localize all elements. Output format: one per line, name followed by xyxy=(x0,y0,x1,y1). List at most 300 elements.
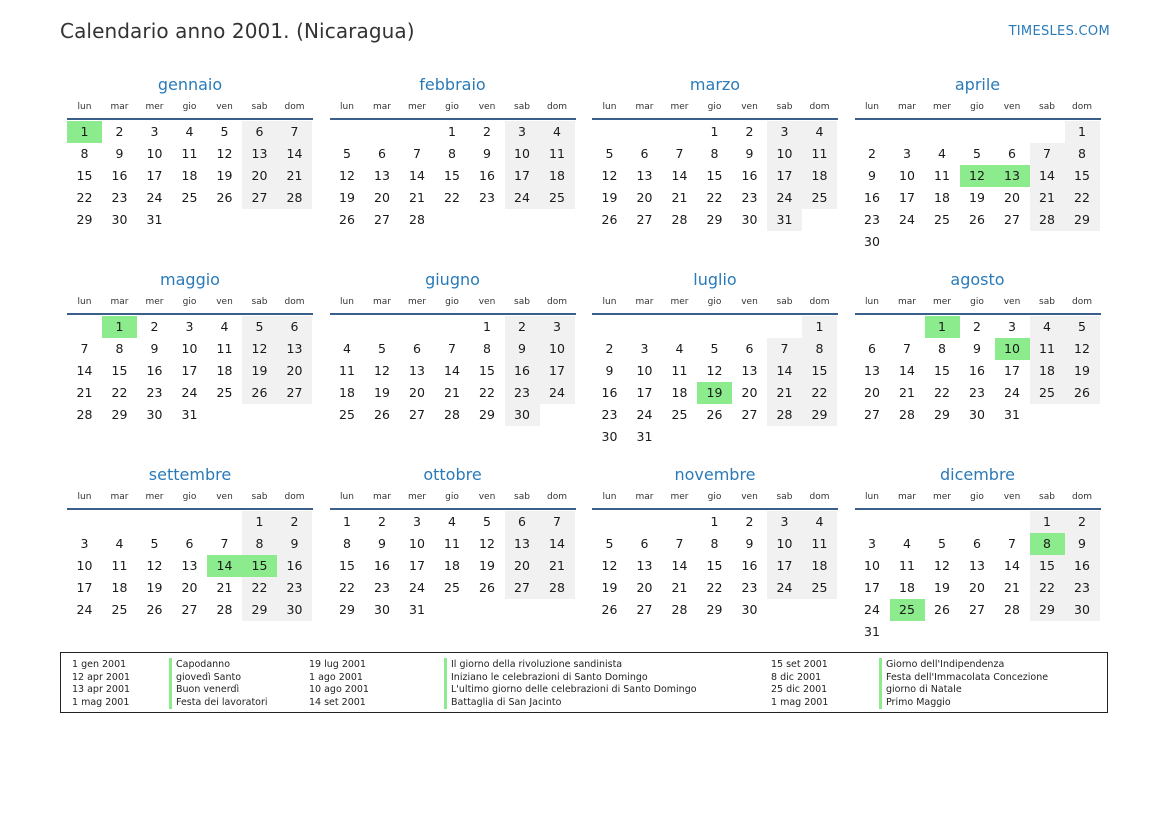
month-giugno xyxy=(330,269,576,464)
weekday-label: mar xyxy=(110,102,129,112)
day-cell: 6 xyxy=(868,341,876,356)
day-cell: 14 xyxy=(409,168,425,183)
legend-date: 10 ago 2001 xyxy=(309,684,369,696)
weekday-label: lun xyxy=(602,102,617,112)
day-cell: 13 xyxy=(409,363,425,378)
day-grid xyxy=(67,511,313,621)
legend-date: 13 apr 2001 xyxy=(72,684,131,696)
day-cell: 21 xyxy=(444,385,460,400)
weekday-label: gio xyxy=(182,297,197,307)
day-cell: 13 xyxy=(505,533,540,555)
legend-date: 1 gen 2001 xyxy=(72,659,127,670)
day-cell: 22 xyxy=(444,190,460,205)
day-cell: 5 xyxy=(710,341,719,356)
day-cell: 18 xyxy=(934,190,950,205)
day-cell: 28 xyxy=(540,577,575,599)
day-cell: 17 xyxy=(767,165,802,187)
day-cell: 20 xyxy=(409,385,425,400)
day-cell: 30 xyxy=(969,407,985,422)
day-grid xyxy=(67,316,313,426)
month-ottobre xyxy=(330,464,576,659)
weekday-label: mar xyxy=(635,297,654,307)
day-cell: 28 xyxy=(444,407,460,422)
weekday-label: sab xyxy=(251,102,268,112)
day-cell: 17 xyxy=(899,190,915,205)
weekday-label: lun xyxy=(340,102,354,112)
day-cell: 3 xyxy=(767,121,802,143)
day-cell: 15 xyxy=(339,558,355,573)
weekday-label: gio xyxy=(707,102,722,112)
weekday-label: gio xyxy=(182,102,197,112)
day-cell: 5 xyxy=(343,146,351,161)
weekday-label: mer xyxy=(407,492,426,502)
day-cell: 15 xyxy=(706,558,723,573)
day-grid xyxy=(592,316,838,448)
day-cell: 25 xyxy=(802,187,837,209)
weekday-label: mer xyxy=(145,492,164,502)
day-cell: 2 xyxy=(745,124,754,139)
day-cell: 8 xyxy=(115,341,124,356)
weekday-label: gio xyxy=(445,492,459,502)
day-cell: 3 xyxy=(1008,319,1016,334)
month-dicembre xyxy=(855,464,1101,659)
day-cell: 25 xyxy=(802,577,837,599)
day-cell: 13 xyxy=(277,338,312,360)
day-cell: 23 xyxy=(479,190,495,205)
day-cell: 12 xyxy=(242,338,277,360)
weekday-label: sab xyxy=(251,492,268,502)
day-cell: 20 xyxy=(505,555,540,577)
weekday-label: dom xyxy=(809,492,830,502)
weekday-header xyxy=(592,96,838,120)
day-cell: 19 xyxy=(216,168,233,183)
legend-date: 14 set 2001 xyxy=(309,697,366,709)
weekday-label: mer xyxy=(932,492,951,502)
day-cell: 1 xyxy=(343,514,351,529)
weekday-label: sab xyxy=(776,492,793,502)
day-cell: 16 xyxy=(969,363,985,378)
day-cell: 4 xyxy=(343,341,351,356)
day-cell: 21 xyxy=(767,382,802,404)
day-cell: 2 xyxy=(973,319,981,334)
day-cell: 28 xyxy=(671,602,688,617)
day-cell: 16 xyxy=(111,168,128,183)
holiday-day-cell: 10 xyxy=(995,338,1030,360)
day-cell: 16 xyxy=(1065,555,1100,577)
month-title: agosto xyxy=(950,270,1005,289)
holiday-day-cell: 19 xyxy=(697,382,732,404)
day-cell: 8 xyxy=(710,536,719,551)
day-cell: 29 xyxy=(111,407,128,422)
day-cell: 5 xyxy=(220,124,229,139)
weekday-label: mar xyxy=(898,297,916,307)
day-cell: 21 xyxy=(216,580,233,595)
day-cell: 9 xyxy=(745,536,754,551)
weekday-label: gio xyxy=(182,492,197,502)
month-title: settembre xyxy=(148,465,232,484)
day-cell: 27 xyxy=(505,577,540,599)
weekday-label: mar xyxy=(373,102,391,112)
day-cell: 12 xyxy=(601,558,618,573)
day-cell: 8 xyxy=(242,533,277,555)
legend-date: 19 lug 2001 xyxy=(309,659,366,670)
weekday-label: ven xyxy=(741,102,758,112)
day-cell: 19 xyxy=(339,190,355,205)
weekday-label: ven xyxy=(216,297,233,307)
weekday-label: lun xyxy=(77,102,92,112)
day-cell: 28 xyxy=(409,212,425,227)
day-cell: 29 xyxy=(934,407,950,422)
day-cell: 19 xyxy=(969,190,985,205)
day-cell: 5 xyxy=(938,536,946,551)
holiday-day-cell: 12 xyxy=(960,165,995,187)
weekday-label: gio xyxy=(970,492,984,502)
weekday-label: ven xyxy=(478,297,496,307)
weekday-label: mar xyxy=(373,297,391,307)
day-cell: 1 xyxy=(242,511,277,533)
day-cell: 22 xyxy=(934,385,950,400)
day-cell: 10 xyxy=(409,536,425,551)
day-cell: 7 xyxy=(767,338,802,360)
day-cell: 7 xyxy=(903,341,911,356)
day-cell: 10 xyxy=(899,168,915,183)
holiday-day-cell: 25 xyxy=(890,599,925,621)
day-cell: 12 xyxy=(601,168,618,183)
day-cell: 6 xyxy=(242,121,277,143)
day-cell: 9 xyxy=(150,341,159,356)
day-grid xyxy=(330,316,576,426)
weekday-label: sab xyxy=(251,297,268,307)
day-cell: 4 xyxy=(1030,316,1065,338)
legend-holiday-name: giovedì Santo xyxy=(169,671,241,684)
day-cell: 28 xyxy=(899,407,915,422)
day-cell: 3 xyxy=(80,536,89,551)
day-cell: 30 xyxy=(741,212,758,227)
weekday-label: sab xyxy=(1039,102,1055,112)
day-cell: 4 xyxy=(938,146,946,161)
day-cell: 23 xyxy=(111,190,128,205)
day-cell: 21 xyxy=(671,580,688,595)
holiday-day-cell: 1 xyxy=(102,316,137,338)
day-cell: 1 xyxy=(710,124,719,139)
day-cell: 9 xyxy=(868,168,876,183)
weekday-label: sab xyxy=(1039,492,1055,502)
day-cell: 17 xyxy=(864,580,880,595)
day-cell: 22 xyxy=(479,385,495,400)
day-cell: 27 xyxy=(969,602,985,617)
month-title: aprile xyxy=(954,75,1001,94)
day-cell: 23 xyxy=(505,382,540,404)
month-title: maggio xyxy=(160,270,220,289)
day-cell: 9 xyxy=(277,533,312,555)
day-cell: 17 xyxy=(76,580,93,595)
day-cell: 10 xyxy=(76,558,93,573)
weekday-label: dom xyxy=(809,297,830,307)
day-cell: 23 xyxy=(864,212,880,227)
day-cell: 7 xyxy=(448,341,456,356)
weekday-label: sab xyxy=(514,102,530,112)
day-cell: 30 xyxy=(505,404,540,426)
day-cell: 18 xyxy=(181,168,198,183)
day-cell: 21 xyxy=(409,190,425,205)
day-cell: 28 xyxy=(216,602,233,617)
day-cell: 12 xyxy=(479,536,495,551)
legend-date: 8 dic 2001 xyxy=(771,671,822,683)
weekday-label: sab xyxy=(514,297,530,307)
day-cell: 9 xyxy=(115,146,124,161)
day-cell: 15 xyxy=(76,168,93,183)
day-cell: 2 xyxy=(277,511,312,533)
weekday-label: dom xyxy=(284,102,305,112)
day-cell: 6 xyxy=(640,146,649,161)
weekday-label: lun xyxy=(602,492,617,502)
day-cell: 21 xyxy=(1030,187,1065,209)
day-cell: 2 xyxy=(605,341,614,356)
day-cell: 9 xyxy=(973,341,981,356)
weekday-label: dom xyxy=(1072,102,1092,112)
day-cell: 24 xyxy=(540,382,575,404)
day-cell: 21 xyxy=(899,385,915,400)
day-cell: 30 xyxy=(601,429,618,444)
day-cell: 3 xyxy=(540,316,575,338)
weekday-label: mer xyxy=(407,102,426,112)
day-cell: 8 xyxy=(802,338,837,360)
day-cell: 5 xyxy=(1065,316,1100,338)
weekday-label: mar xyxy=(110,492,129,502)
day-cell: 23 xyxy=(374,580,390,595)
month-novembre xyxy=(592,464,838,659)
day-cell: 3 xyxy=(505,121,540,143)
day-cell: 5 xyxy=(242,316,277,338)
day-cell: 31 xyxy=(767,209,802,231)
day-cell: 22 xyxy=(76,190,93,205)
day-cell: 31 xyxy=(181,407,198,422)
day-cell: 18 xyxy=(444,558,460,573)
day-cell: 12 xyxy=(339,168,355,183)
day-cell: 21 xyxy=(277,165,312,187)
day-cell: 20 xyxy=(181,580,198,595)
day-cell: 1 xyxy=(1065,121,1100,143)
day-cell: 27 xyxy=(242,187,277,209)
weekday-label: mar xyxy=(635,492,654,502)
weekday-label: gio xyxy=(445,297,459,307)
legend-holiday-name: Battaglia di San Jacinto xyxy=(444,696,561,709)
day-cell: 22 xyxy=(802,382,837,404)
day-cell: 2 xyxy=(745,514,754,529)
weekday-label: mer xyxy=(670,297,689,307)
day-cell: 4 xyxy=(185,124,194,139)
day-cell: 4 xyxy=(903,536,911,551)
month-agosto xyxy=(855,269,1101,464)
day-cell: 20 xyxy=(864,385,880,400)
day-cell: 31 xyxy=(864,624,880,639)
day-cell: 26 xyxy=(216,190,233,205)
day-cell: 14 xyxy=(671,558,688,573)
day-cell: 23 xyxy=(146,385,163,400)
weekday-header xyxy=(855,291,1101,315)
legend-holiday-name: Giorno dell'Indipendenza xyxy=(879,658,1004,671)
legend-date: 1 ago 2001 xyxy=(309,671,363,683)
weekday-label: mar xyxy=(898,492,916,502)
day-cell: 23 xyxy=(969,385,985,400)
day-cell: 18 xyxy=(899,580,915,595)
day-cell: 11 xyxy=(181,146,198,161)
weekday-label: mer xyxy=(145,297,164,307)
day-cell: 2 xyxy=(868,146,876,161)
holiday-day-cell: 15 xyxy=(242,555,277,577)
day-cell: 24 xyxy=(505,187,540,209)
brand-link[interactable]: TIMESLES.COM xyxy=(1008,24,1110,39)
day-cell: 31 xyxy=(409,602,425,617)
day-cell: 8 xyxy=(448,146,456,161)
day-cell: 7 xyxy=(277,121,312,143)
day-cell: 3 xyxy=(903,146,911,161)
weekday-label: ven xyxy=(1003,102,1021,112)
day-cell: 3 xyxy=(767,511,802,533)
day-cell: 9 xyxy=(745,146,754,161)
day-cell: 2 xyxy=(505,316,540,338)
day-cell: 23 xyxy=(741,580,758,595)
day-cell: 26 xyxy=(706,407,723,422)
weekday-label: lun xyxy=(77,492,92,502)
day-cell: 16 xyxy=(374,558,390,573)
day-cell: 22 xyxy=(1030,577,1065,599)
weekday-label: ven xyxy=(741,492,758,502)
weekday-label: gio xyxy=(707,492,722,502)
day-cell: 9 xyxy=(378,536,386,551)
weekday-label: gio xyxy=(707,297,722,307)
day-cell: 31 xyxy=(636,429,653,444)
day-cell: 6 xyxy=(640,536,649,551)
day-cell: 29 xyxy=(1030,599,1065,621)
day-cell: 25 xyxy=(339,407,355,422)
holiday-day-cell: 13 xyxy=(995,165,1030,187)
day-cell: 14 xyxy=(76,363,93,378)
holiday-day-cell: 1 xyxy=(67,121,102,143)
weekday-label: mar xyxy=(898,102,916,112)
weekday-label: ven xyxy=(1003,492,1021,502)
page-title: Calendario anno 2001. (Nicaragua) xyxy=(60,19,415,43)
day-cell: 27 xyxy=(864,407,880,422)
day-cell: 24 xyxy=(767,187,802,209)
day-cell: 23 xyxy=(1065,577,1100,599)
day-cell: 28 xyxy=(277,187,312,209)
day-cell: 11 xyxy=(540,143,575,165)
day-cell: 28 xyxy=(671,212,688,227)
day-cell: 20 xyxy=(969,580,985,595)
day-grid xyxy=(592,121,838,231)
day-cell: 25 xyxy=(540,187,575,209)
month-gennaio xyxy=(67,74,313,269)
month-title: novembre xyxy=(674,465,756,484)
day-cell: 31 xyxy=(1004,407,1020,422)
day-cell: 13 xyxy=(636,168,653,183)
day-cell: 17 xyxy=(181,363,198,378)
day-cell: 8 xyxy=(1065,143,1100,165)
day-cell: 19 xyxy=(934,580,950,595)
day-cell: 10 xyxy=(540,338,575,360)
day-cell: 14 xyxy=(899,363,915,378)
day-cell: 16 xyxy=(505,360,540,382)
day-grid xyxy=(855,511,1101,643)
day-cell: 26 xyxy=(601,602,618,617)
weekday-label: ven xyxy=(741,297,758,307)
day-cell: 5 xyxy=(378,341,386,356)
weekday-label: dom xyxy=(809,102,830,112)
weekday-label: mer xyxy=(670,492,689,502)
day-cell: 26 xyxy=(242,382,277,404)
day-cell: 28 xyxy=(1004,602,1020,617)
legend-holiday-name: Festa dell'Immacolata Concezione xyxy=(879,671,1048,684)
day-cell: 22 xyxy=(339,580,355,595)
weekday-label: mar xyxy=(373,492,391,502)
day-cell: 16 xyxy=(741,168,758,183)
day-cell: 26 xyxy=(374,407,390,422)
day-cell: 15 xyxy=(934,363,950,378)
day-cell: 30 xyxy=(1065,599,1100,621)
day-cell: 6 xyxy=(185,536,194,551)
day-cell: 21 xyxy=(540,555,575,577)
day-cell: 23 xyxy=(741,190,758,205)
day-cell: 11 xyxy=(111,558,128,573)
legend-holiday-name: Il giorno della rivoluzione sandinista xyxy=(444,658,622,671)
day-cell: 9 xyxy=(1065,533,1100,555)
day-cell: 7 xyxy=(675,146,684,161)
day-cell: 19 xyxy=(146,580,163,595)
month-title: febbraio xyxy=(419,75,486,94)
weekday-label: gio xyxy=(970,297,984,307)
day-cell: 23 xyxy=(277,577,312,599)
day-cell: 5 xyxy=(605,146,614,161)
day-cell: 7 xyxy=(80,341,89,356)
day-grid xyxy=(592,511,838,621)
day-grid xyxy=(330,121,576,231)
day-cell: 28 xyxy=(76,407,93,422)
day-cell: 6 xyxy=(505,511,540,533)
weekday-label: mer xyxy=(932,102,951,112)
legend-holiday-name: giorno di Natale xyxy=(879,683,962,696)
day-cell: 17 xyxy=(409,558,425,573)
day-cell: 18 xyxy=(1030,360,1065,382)
month-settembre xyxy=(67,464,313,659)
day-cell: 16 xyxy=(277,555,312,577)
weekday-label: mar xyxy=(635,102,654,112)
day-cell: 31 xyxy=(146,212,163,227)
holiday-day-cell: 1 xyxy=(925,316,960,338)
legend-holiday-name: Buon venerdì xyxy=(169,683,239,696)
day-cell: 19 xyxy=(601,580,618,595)
day-cell: 26 xyxy=(339,212,355,227)
day-cell: 10 xyxy=(146,146,163,161)
weekday-label: mer xyxy=(145,102,164,112)
day-cell: 1 xyxy=(710,514,719,529)
day-cell: 11 xyxy=(671,363,688,378)
day-cell: 27 xyxy=(636,602,653,617)
day-cell: 11 xyxy=(216,341,233,356)
day-cell: 2 xyxy=(483,124,491,139)
day-cell: 20 xyxy=(636,190,653,205)
day-cell: 20 xyxy=(277,360,312,382)
weekday-label: dom xyxy=(547,492,567,502)
weekday-label: sab xyxy=(514,492,530,502)
day-cell: 8 xyxy=(343,536,351,551)
legend-date: 1 mag 2001 xyxy=(771,697,829,709)
day-cell: 4 xyxy=(115,536,124,551)
day-cell: 10 xyxy=(767,143,802,165)
day-cell: 15 xyxy=(479,363,495,378)
day-cell: 27 xyxy=(277,382,312,404)
month-luglio xyxy=(592,269,838,464)
